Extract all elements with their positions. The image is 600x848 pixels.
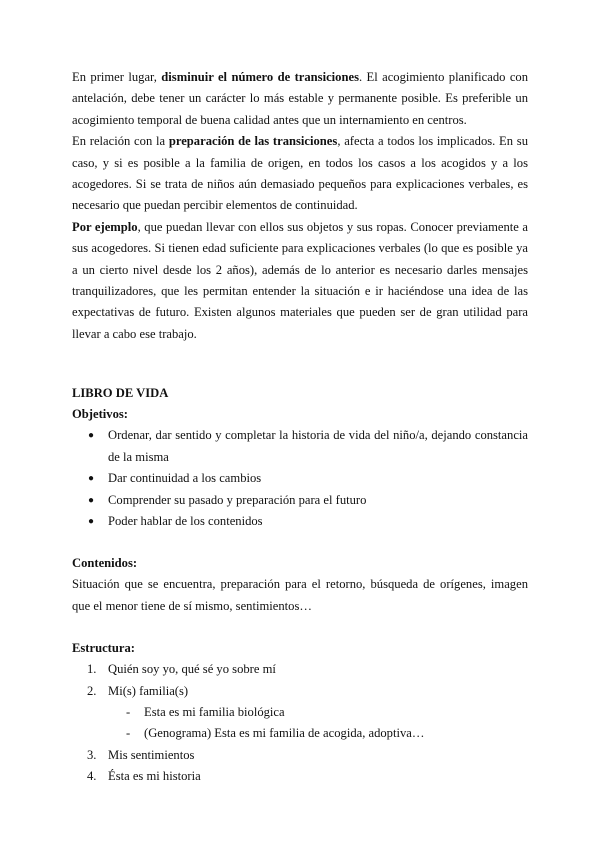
- sublist-item: [108, 723, 528, 744]
- list-number: 1.: [87, 662, 97, 677]
- contenidos-heading: Contenidos:: [72, 556, 138, 571]
- list-number: 3.: [87, 747, 97, 762]
- list-item: [72, 425, 528, 468]
- document-page: [72, 67, 528, 788]
- paragraph-transiciones: [72, 67, 528, 131]
- list-item-text: Quién soy yo, qué sé yo sobre mí: [108, 662, 276, 677]
- list-item-text: Ordenar, dar sentido y completar la historia de vida del niño/a, dejando constancia de la misma: [108, 428, 528, 464]
- sublist-item-text: (Genograma) Esta es mi familia de acogida, adoptiva…: [144, 726, 425, 741]
- list-item: [72, 468, 528, 489]
- contenidos-text: Situación que se encuentra, preparación para el retorno, búsqueda de orígenes, imagen que el menor tiene de sí mismo, sentimientos…: [72, 577, 528, 613]
- section-title: LIBRO DE VIDA: [72, 386, 169, 401]
- list-item-text: Mi(s) familia(s): [108, 683, 189, 698]
- list-item: [72, 681, 528, 745]
- list-item-text: Poder hablar de los contenidos: [108, 513, 263, 528]
- paragraph-text: , que puedan llevar con ellos sus objetos y sus ropas. Conocer previamente a sus acogedores. Si tienen edad suficiente para explicaciones verbales (lo que es posible ya a un cierto nivel desde los 2 años), además de lo anterior es necesario darles mensajes tranquilizadores, que les permitan entender la situación e ir haciéndose una idea de las expectativas de futuro. Existen algunos materiales que pueden ser de gran utilidad para llevar a cabo ese trabajo.: [72, 219, 528, 341]
- paragraph-preparacion: [72, 131, 528, 217]
- paragraph-text: En relación con la: [72, 134, 169, 149]
- bullet-icon: ●: [88, 430, 95, 442]
- objetivos-list: [72, 425, 528, 532]
- list-item-text: Dar continuidad a los cambios: [108, 471, 262, 486]
- list-number: 4.: [87, 769, 97, 784]
- list-item: [72, 766, 528, 787]
- list-number: 2.: [87, 683, 97, 698]
- list-item-text: Mis sentimientos: [108, 747, 195, 762]
- sublist-item-text: Esta es mi familia biológica: [144, 704, 285, 719]
- list-item: [72, 490, 528, 511]
- list-item: [72, 511, 528, 532]
- list-item: [72, 659, 528, 680]
- list-item-text: Comprender su pasado y preparación para el futuro: [108, 492, 367, 507]
- bold-phrase: disminuir el número de transiciones: [161, 70, 359, 84]
- sublist-item: [108, 702, 528, 723]
- paragraph-text: . El acogimiento planificado con antelación, debe tener un carácter lo más estable y permanente posible. Es preferible un acogimiento temporal de buena calidad antes que un internamiento en centros.: [72, 70, 528, 127]
- familias-sublist: [108, 702, 528, 745]
- bold-phrase: preparación de las transiciones: [168, 134, 338, 149]
- paragraph-text: , afecta a todos los implicados. En su caso, y si es posible a la familia de origen, en todos los casos a los acogidos y a los acogedores. Si se trata de niños aún demasiado pequeños para explicaciones verbales, es necesario que puedan percibir elementos de continuidad.: [72, 134, 528, 213]
- bullet-icon: ●: [88, 494, 95, 506]
- bold-phrase: Por ejemplo: [72, 219, 138, 234]
- estructura-list: [72, 659, 528, 787]
- bullet-icon: ●: [88, 473, 95, 485]
- objetivos-heading: Objetivos:: [72, 407, 128, 422]
- paragraph-ejemplo: [72, 217, 528, 345]
- estructura-heading: Estructura:: [72, 641, 135, 656]
- list-item-text: Ésta es mi historia: [108, 769, 201, 784]
- bullet-icon: ●: [88, 515, 95, 527]
- dash-icon: -: [126, 726, 131, 741]
- list-item: [72, 745, 528, 766]
- paragraph-text: En primer lugar,: [72, 70, 162, 84]
- dash-icon: -: [126, 704, 131, 719]
